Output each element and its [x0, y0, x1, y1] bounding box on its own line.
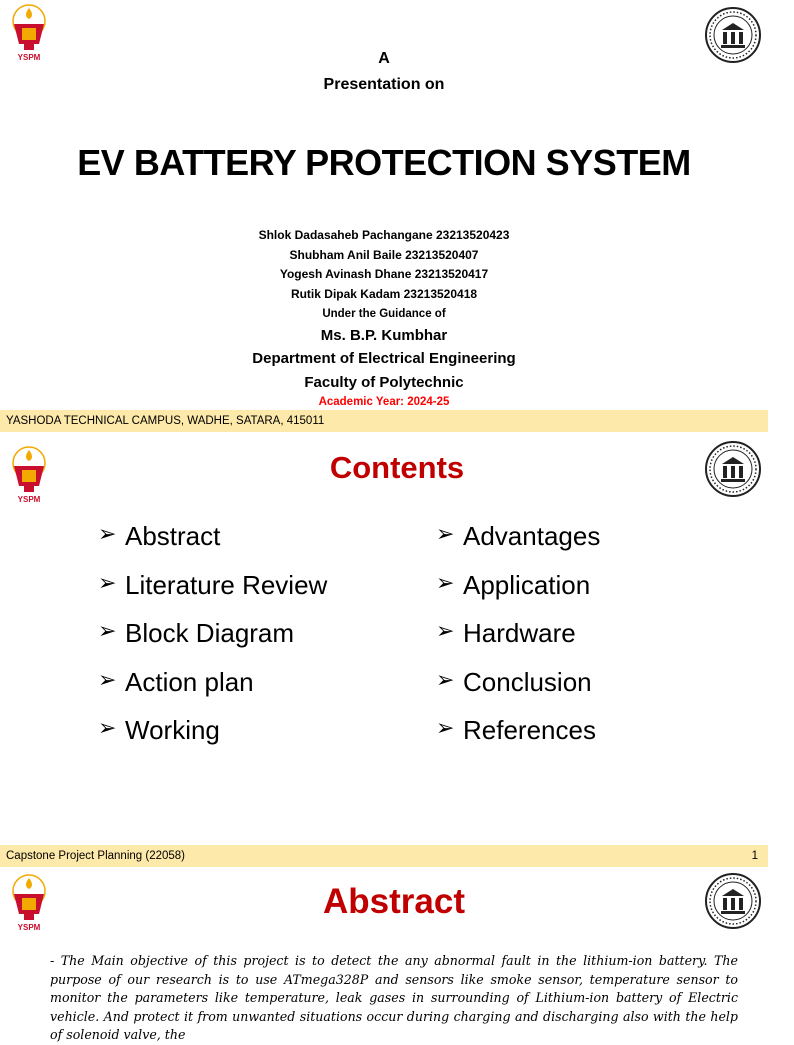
logo-caption: YSPM	[17, 923, 41, 932]
title-slide	[0, 0, 768, 432]
footer-course: Capstone Project Planning (22058)	[6, 850, 186, 862]
abstract-title: Abstract	[323, 882, 465, 921]
faculty: Faculty of Polytechnic	[304, 374, 464, 391]
abstract-body: - The Main objective of this project is to detect the any abnormal fault in the lithium-ion battery. The purpose of our research is to use ATmega328P and sensors like smoke sensor, temperature sensor to monitor the parameters like temperature, leak gases in surrounding of Lithium-ion battery of Electric vehicle. And protect it from unwanted situations occur during charging and discharging also with the help of solenoid valve, the	[50, 953, 738, 1042]
arrow-bullet-icon: ➢	[98, 618, 117, 643]
member-4: Rutik Dipak Kadam 23213520418	[290, 286, 478, 301]
contents-slide	[0, 432, 768, 868]
page-title: EV BATTERY PROTECTION SYSTEM	[77, 142, 691, 183]
member-2: Shubham Anil Baile 23213520407	[289, 247, 479, 262]
guidance-label: Under the Guidance of	[322, 308, 446, 320]
arrow-bullet-icon: ➢	[436, 715, 455, 740]
academic-year: Academic Year: 2024-25	[318, 396, 450, 408]
arrow-bullet-icon: ➢	[436, 569, 455, 595]
abstract-slide	[0, 868, 768, 1042]
footer-bar	[0, 410, 768, 432]
footer-bar	[0, 845, 768, 867]
contents-item[interactable]: ➢ Hardware	[436, 613, 600, 662]
contents-item[interactable]: ➢ Abstract	[98, 516, 327, 565]
contents-item[interactable]: ➢ Literature Review	[98, 565, 327, 614]
logo-caption: YSPM	[17, 495, 41, 504]
contents-item[interactable]: ➢ Block Diagram	[98, 613, 327, 662]
intro-a: A	[378, 50, 390, 67]
team-members	[0, 226, 768, 304]
arrow-bullet-icon: ➢	[436, 521, 455, 546]
arrow-bullet-icon: ➢	[436, 618, 455, 643]
contents-right-column	[436, 516, 600, 759]
intro-presentation-on: Presentation on	[323, 76, 445, 93]
contents-left-column	[98, 516, 327, 759]
contents-item[interactable]: ➢ Action plan	[98, 662, 327, 711]
contents-item[interactable]: ➢ References	[436, 710, 600, 759]
contents-item[interactable]: ➢ Working	[98, 710, 327, 759]
guide-name: Ms. B.P. Kumbhar	[320, 327, 448, 344]
footer-campus: YASHODA TECHNICAL CAMPUS, WADHE, SATARA, 415011	[6, 415, 325, 427]
department: Department of Electrical Engineering	[252, 350, 516, 367]
arrow-bullet-icon: ➢	[98, 521, 117, 546]
contents-item[interactable]: ➢ Application	[436, 565, 600, 614]
arrow-bullet-icon: ➢	[98, 715, 117, 740]
logo-caption: YSPM	[17, 53, 41, 62]
footer-page-number: 1	[751, 850, 758, 862]
arrow-bullet-icon: ➢	[436, 666, 455, 692]
contents-title: Contents	[329, 450, 465, 485]
member-1: Shlok Dadasaheb Pachangane 23213520423	[258, 228, 510, 242]
arrow-bullet-icon: ➢	[98, 569, 117, 595]
contents-item[interactable]: ➢ Advantages	[436, 516, 600, 565]
contents-item[interactable]: ➢ Conclusion	[436, 662, 600, 711]
arrow-bullet-icon: ➢	[98, 666, 117, 692]
member-3: Yogesh Avinash Dhane 23213520417	[279, 267, 489, 281]
